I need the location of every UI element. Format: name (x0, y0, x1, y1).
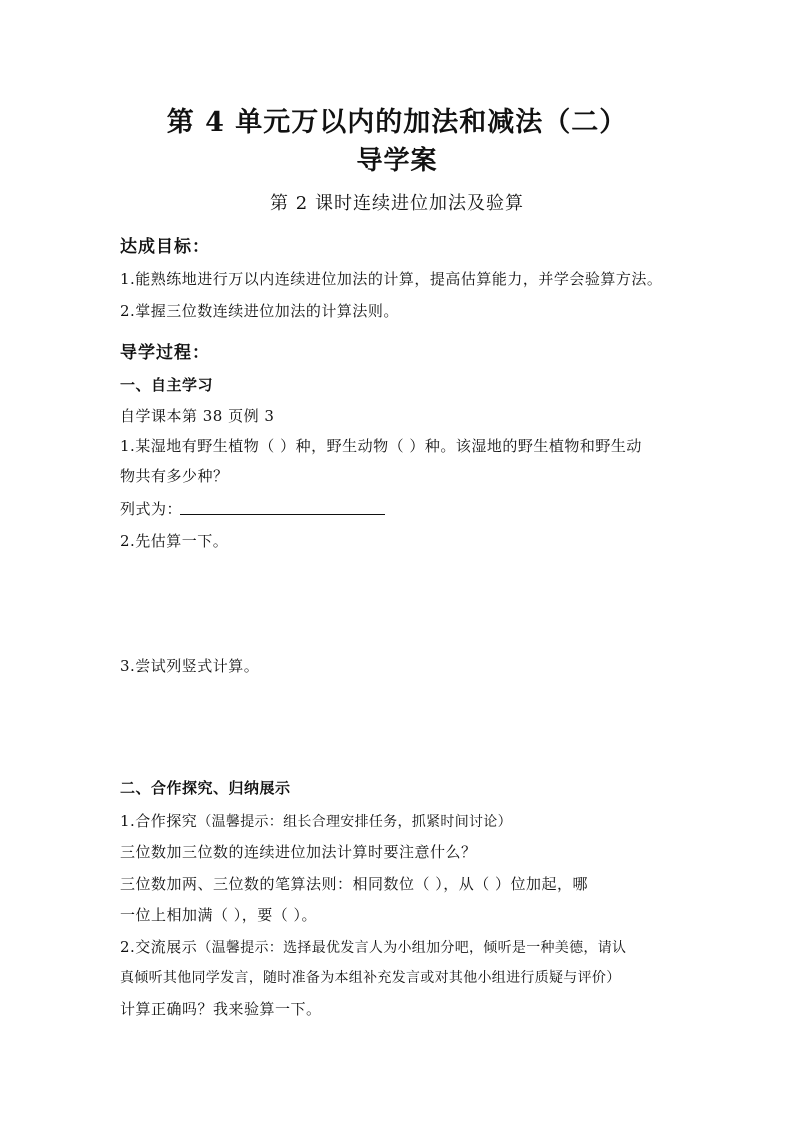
question-1-line2: 物共有多少种？ (120, 467, 229, 485)
goal-item-1: 1.能熟练地进行万以内连续进位加法的计算，提高估算能力，并学会验算方法。 (120, 270, 663, 288)
section1-intro: 自学课本第 38 页例 3 (120, 407, 275, 425)
exchange-show-note-2: 真倾听其他同学发言，随时准备为本组补充发言或对其他小组进行质疑与评价） (120, 970, 621, 986)
question-2: 2.先估算一下。 (120, 532, 229, 550)
process-heading: 导学过程： (120, 343, 210, 363)
goal-item-2: 2.掌握三位数连续进位加法的计算法则。 (120, 302, 399, 320)
lesson-title: 第 2 课时连续进位加法及验算 (270, 193, 524, 214)
rule-line1: 三位数加两、三位数的笔算法则：相同数位（ ），从（ ）位加起，哪 (120, 875, 589, 893)
question-3: 3.尝试列竖式计算。 (120, 657, 260, 675)
section2-heading: 二、合作探究、归纳展示 (120, 779, 291, 797)
page-subtitle: 导学案 (356, 146, 438, 176)
section1-heading: 一、自主学习 (120, 376, 214, 394)
question-1-line1: 1.某湿地有野生植物（ ）种，野生动物（ ）种。该湿地的野生植物和野生动 (120, 437, 642, 455)
formula-label: 列式为： (120, 500, 183, 518)
exchange-show-note-1: （温馨提示：选择最优发言人为小组加分吧，倾听是一种美德，请认 (197, 940, 627, 956)
goals-heading: 达成目标： (120, 237, 210, 257)
cooperate-explore (120, 810, 512, 831)
cooperate-explore-note: （温馨提示：组长合理安排任务，抓紧时间讨论） (197, 814, 512, 830)
verify-prompt: 计算正确吗？我来验算一下。 (120, 1000, 322, 1018)
cooperate-explore-label: 1.合作探究 (120, 812, 198, 830)
exchange-show-label: 2.交流展示 (120, 938, 198, 956)
rule-line2: 一位上相加满（ ），要（ ）。 (120, 906, 318, 924)
page-title: 第 4 单元万以内的加法和减法（二） (166, 107, 628, 138)
formula-answer-line[interactable] (180, 514, 385, 515)
exchange-show (120, 936, 626, 957)
explore-question: 三位数加三位数的连续进位加法计算时要注意什么？ (120, 843, 477, 861)
